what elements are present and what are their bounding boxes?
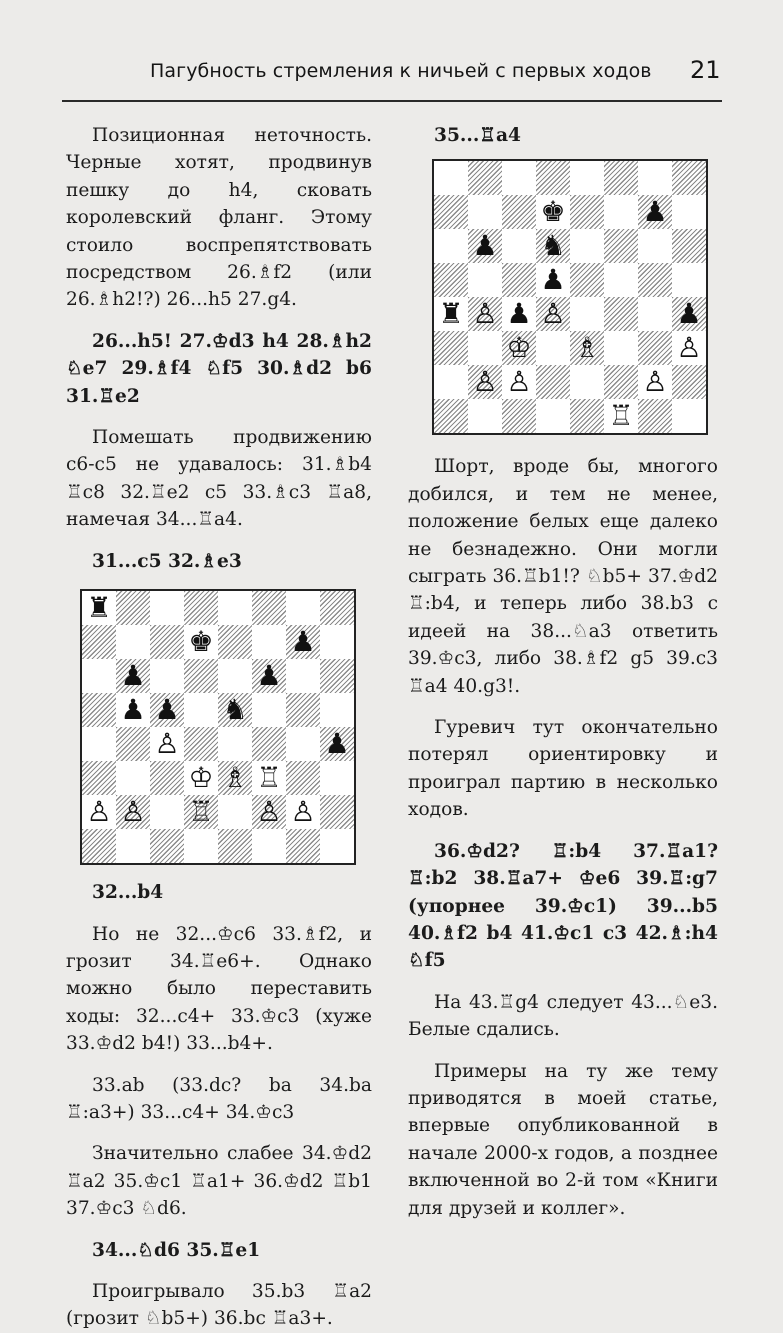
white-pawn-icon: ♙ — [540, 297, 566, 331]
black-pawn-icon: ♟ — [256, 659, 282, 693]
left-moves-2: 31...c5 32.♗e3 — [92, 550, 242, 572]
square-b6 — [468, 229, 502, 263]
left-paragraph-4: 33.ab (33.dc? ba 34.ba ♖:a3+) 33...c4+ 34.♔c3 — [66, 1074, 372, 1123]
square-f5 — [252, 693, 286, 727]
square-b1 — [116, 829, 150, 863]
white-pawn-icon: ♙ — [506, 365, 532, 399]
square-h7 — [672, 195, 706, 229]
square-d7 — [184, 625, 218, 659]
square-h8 — [320, 591, 354, 625]
white-pawn-icon: ♙ — [642, 365, 668, 399]
square-b8 — [116, 591, 150, 625]
square-c2 — [150, 795, 184, 829]
square-e8 — [218, 591, 252, 625]
square-b5 — [468, 263, 502, 297]
square-f1 — [604, 399, 638, 433]
right-paragraph-2: Гуревич тут окончательно потерял ориентировку и проиграл партию в несколько ходов. — [408, 717, 718, 821]
left-moves-3: 32...b4 — [92, 882, 164, 904]
right-paragraph-3: На 43.♖g4 следует 43...♘e3. Белые сдались. — [408, 991, 718, 1041]
square-d6 — [184, 659, 218, 693]
square-d5 — [536, 263, 570, 297]
black-pawn-icon: ♟ — [506, 297, 532, 331]
black-king-icon: ♚ — [188, 625, 214, 659]
right-moves-2: 36.♔d2? ♖:b4 37.♖a1? ♖:b2 38.♖a7+ ♔e6 39.♖:g7 (упорнее 39.♔c1) 39...b5 40.♗f2 b4 41.♔c1 c3 42.♗:h4 ♘f5 — [408, 840, 718, 972]
square-h3 — [320, 761, 354, 795]
black-rook-icon: ♜ — [86, 591, 112, 625]
square-f6 — [604, 229, 638, 263]
square-a4 — [434, 297, 468, 331]
square-c4 — [150, 727, 184, 761]
square-f7 — [252, 625, 286, 659]
square-c5 — [502, 263, 536, 297]
black-rook-icon: ♜ — [438, 297, 464, 331]
square-d5 — [184, 693, 218, 727]
square-e8 — [570, 161, 604, 195]
square-c1 — [150, 829, 184, 863]
square-g6 — [638, 229, 672, 263]
header-rule — [62, 100, 722, 102]
square-f2 — [604, 365, 638, 399]
page-number: 21 — [690, 56, 721, 84]
square-a6 — [82, 659, 116, 693]
black-pawn-icon: ♟ — [540, 263, 566, 297]
square-g7 — [638, 195, 672, 229]
square-g2 — [286, 795, 320, 829]
square-d4 — [536, 297, 570, 331]
square-h5 — [320, 693, 354, 727]
square-f3 — [252, 761, 286, 795]
square-a1 — [82, 829, 116, 863]
chess-diagram-2 — [432, 159, 708, 435]
white-pawn-icon: ♙ — [472, 297, 498, 331]
square-c7 — [150, 625, 184, 659]
square-a8 — [434, 161, 468, 195]
square-g6 — [286, 659, 320, 693]
square-h2 — [320, 795, 354, 829]
square-d8 — [536, 161, 570, 195]
right-paragraph-4: Примеры на ту же тему приводятся в моей статье, впервые опубликованной в начале 2000-х годов, а позднее включенной во 2-й том «Книги для друзей и коллег». — [408, 1060, 718, 1219]
square-h4 — [320, 727, 354, 761]
white-pawn-icon: ♙ — [472, 365, 498, 399]
square-b4 — [468, 297, 502, 331]
black-pawn-icon: ♟ — [642, 195, 668, 229]
square-g3 — [638, 331, 672, 365]
square-d2 — [536, 365, 570, 399]
square-a5 — [82, 693, 116, 727]
left-moves-4: 34...♘d6 35.♖e1 — [92, 1239, 261, 1261]
left-paragraph-2: Помешать продвижению c6-c5 не удавалось: 31.♗b4 ♖c8 32.♖e2 c5 33.♗c3 ♖a8, намечая 34...♖a4. — [66, 427, 372, 531]
square-g7 — [286, 625, 320, 659]
square-g8 — [638, 161, 672, 195]
square-c8 — [502, 161, 536, 195]
square-g2 — [638, 365, 672, 399]
square-g4 — [638, 297, 672, 331]
square-g3 — [286, 761, 320, 795]
white-rook-icon: ♖ — [188, 795, 214, 829]
left-paragraph-5: Значительно слабее 34.♔d2 ♖a2 35.♔c1 ♖a1+ 36.♔d2 ♖b1 37.♔c3 ♘d6. — [66, 1143, 372, 1220]
black-pawn-icon: ♟ — [120, 659, 146, 693]
square-b8 — [468, 161, 502, 195]
square-b5 — [116, 693, 150, 727]
square-f7 — [604, 195, 638, 229]
square-d3 — [536, 331, 570, 365]
square-d6 — [536, 229, 570, 263]
square-f4 — [252, 727, 286, 761]
square-d1 — [184, 829, 218, 863]
running-header — [0, 56, 783, 90]
square-f4 — [604, 297, 638, 331]
left-paragraph-3: Но не 32...♔c6 33.♗f2, и грозит 34.♖e6+. Однако можно было переставить ходы: 32...c4+ 33.♔c3 (хуже 33.♔d2 b4!) 33...b4+. — [66, 923, 372, 1055]
black-pawn-icon: ♟ — [324, 727, 350, 761]
chess-diagram-1 — [80, 589, 356, 865]
square-d3 — [184, 761, 218, 795]
square-c6 — [502, 229, 536, 263]
square-d2 — [184, 795, 218, 829]
square-e7 — [218, 625, 252, 659]
square-g1 — [638, 399, 672, 433]
white-rook-icon: ♖ — [608, 399, 634, 433]
square-h4 — [672, 297, 706, 331]
square-f6 — [252, 659, 286, 693]
white-pawn-icon: ♙ — [86, 795, 112, 829]
square-e1 — [218, 829, 252, 863]
square-b7 — [116, 625, 150, 659]
square-e3 — [218, 761, 252, 795]
square-a6 — [434, 229, 468, 263]
square-b3 — [116, 761, 150, 795]
black-knight-icon: ♞ — [222, 693, 248, 727]
square-a2 — [434, 365, 468, 399]
square-g5 — [286, 693, 320, 727]
square-f2 — [252, 795, 286, 829]
square-h6 — [320, 659, 354, 693]
square-b1 — [468, 399, 502, 433]
square-e7 — [570, 195, 604, 229]
black-king-icon: ♚ — [540, 195, 566, 229]
square-c1 — [502, 399, 536, 433]
square-e1 — [570, 399, 604, 433]
square-e2 — [218, 795, 252, 829]
white-pawn-icon: ♙ — [120, 795, 146, 829]
white-bishop-icon: ♗ — [574, 331, 600, 365]
white-pawn-icon: ♙ — [256, 795, 282, 829]
square-d8 — [184, 591, 218, 625]
white-pawn-icon: ♙ — [290, 795, 316, 829]
square-h1 — [320, 829, 354, 863]
square-h6 — [672, 229, 706, 263]
square-h5 — [672, 263, 706, 297]
square-e2 — [570, 365, 604, 399]
white-pawn-icon: ♙ — [676, 331, 702, 365]
square-f8 — [252, 591, 286, 625]
square-h3 — [672, 331, 706, 365]
right-moves-1: 35...♖a4 — [434, 125, 521, 146]
square-g1 — [286, 829, 320, 863]
white-king-icon: ♔ — [188, 761, 214, 795]
square-a7 — [82, 625, 116, 659]
square-g4 — [286, 727, 320, 761]
square-b6 — [116, 659, 150, 693]
white-king-icon: ♔ — [506, 331, 532, 365]
square-e6 — [218, 659, 252, 693]
square-a8 — [82, 591, 116, 625]
square-c2 — [502, 365, 536, 399]
square-e5 — [570, 263, 604, 297]
square-d7 — [536, 195, 570, 229]
square-b2 — [116, 795, 150, 829]
white-bishop-icon: ♗ — [222, 761, 248, 795]
black-pawn-icon: ♟ — [676, 297, 702, 331]
square-b3 — [468, 331, 502, 365]
square-e5 — [218, 693, 252, 727]
right-paragraph-1: Шорт, вроде бы, многого добился, и тем не менее, положение белых еще далеко не безнадежно. Они могли сыграть 36.♖b1!? ♘b5+ 37.♔d2 ♖:b4, и теперь либо 38.b3 с идеей на 38...♘a3 ответить 39.♔c3, либо 38.♗f2 g5 39.c3 ♖a4 40.g3!. — [408, 456, 718, 697]
square-c3 — [150, 761, 184, 795]
black-pawn-icon: ♟ — [472, 229, 498, 263]
chapter-title: Пагубность стремления к ничьей с первых ходов — [150, 60, 652, 82]
square-d1 — [536, 399, 570, 433]
square-a7 — [434, 195, 468, 229]
square-a3 — [434, 331, 468, 365]
square-f3 — [604, 331, 638, 365]
square-b2 — [468, 365, 502, 399]
right-column — [408, 122, 718, 1222]
square-d4 — [184, 727, 218, 761]
square-a4 — [82, 727, 116, 761]
square-c6 — [150, 659, 184, 693]
square-a5 — [434, 263, 468, 297]
black-knight-icon: ♞ — [540, 229, 566, 263]
black-pawn-icon: ♟ — [290, 625, 316, 659]
square-e6 — [570, 229, 604, 263]
square-a2 — [82, 795, 116, 829]
black-pawn-icon: ♟ — [154, 693, 180, 727]
square-b7 — [468, 195, 502, 229]
square-c5 — [150, 693, 184, 727]
square-f8 — [604, 161, 638, 195]
left-column — [66, 122, 372, 1333]
square-b4 — [116, 727, 150, 761]
white-rook-icon: ♖ — [256, 761, 282, 795]
square-c3 — [502, 331, 536, 365]
square-g8 — [286, 591, 320, 625]
square-c4 — [502, 297, 536, 331]
left-moves-1: 26...h5! 27.♔d3 h4 28.♗h2 ♘e7 29.♗f4 ♘f5 30.♗d2 b6 31.♖e2 — [66, 330, 372, 407]
square-h2 — [672, 365, 706, 399]
square-c8 — [150, 591, 184, 625]
left-paragraph-6: Проигрывало 35.b3 ♖a2 (грозит ♘b5+) 36.bc ♖a3+. — [66, 1280, 372, 1330]
square-e4 — [218, 727, 252, 761]
white-pawn-icon: ♙ — [154, 727, 180, 761]
square-h1 — [672, 399, 706, 433]
square-f5 — [604, 263, 638, 297]
square-e4 — [570, 297, 604, 331]
square-c7 — [502, 195, 536, 229]
square-e3 — [570, 331, 604, 365]
square-h7 — [320, 625, 354, 659]
square-a1 — [434, 399, 468, 433]
square-a3 — [82, 761, 116, 795]
square-g5 — [638, 263, 672, 297]
left-paragraph-1: Позиционная неточность. Черные хотят, продвинув пешку до h4, сковать королевский фланг. Этому стоило воспрепятствовать посредством 26.♗f2 (или 26.♗h2!?) 26...h5 27.g4. — [66, 125, 372, 311]
black-pawn-icon: ♟ — [120, 693, 146, 727]
square-h8 — [672, 161, 706, 195]
square-f1 — [252, 829, 286, 863]
